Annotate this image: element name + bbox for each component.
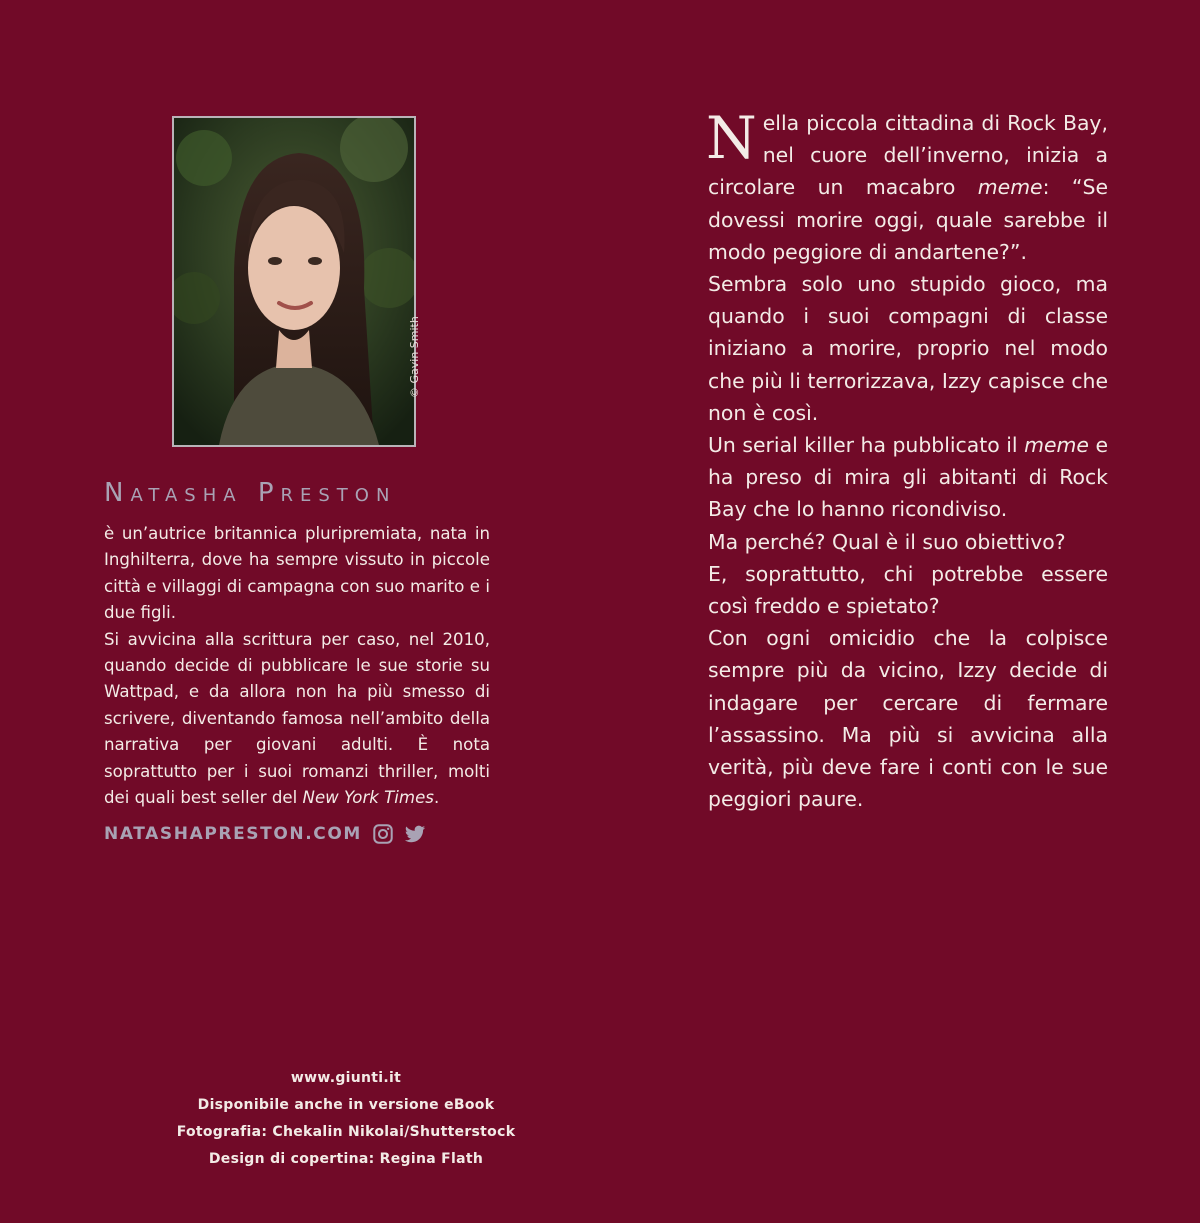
instagram-icon[interactable] [372, 823, 394, 845]
blurb-paragraph: Ma perché? Qual è il suo obiettivo? [708, 529, 1066, 554]
book-flaps: © Gavin Smith Natasha Preston è un’autrice britannica pluripremiata, nata in Inghilterra, dove ha sempre vissuto in piccole città e villaggi di campagna con suo marito e i due figli. Si avvicina alla scrittura per caso, nel 2010, quando decide di pubblicare le sue storie su Wattpad, e da allora non ha più smesso di scrivere, diventando famosa nell’ambito della narrativa per giovani adulti. È nota soprattutto per i suoi romanzi thriller, molti dei quali best seller del New York Times. NATASHAPRESTON.COM www.giunti.it Disponibile anche in versione eBook Fotografia: Chekalin Nikolai/Shutterstock Design di copertina: Regina Flath Nella piccola cittadina di Rock Bay, nel cuore dell’inverno, inizia a circolare un macabro meme: “Se dovessi morire oggi, quale sarebbe il modo peggiore di andartene?”. Sembra solo uno stupido gioco, ma quando i suoi compagni di classe iniziano a morire, proprio nel modo che più li terrorizzava, Izzy capisce che non è così. Un serial killer ha pubblicato il meme e ha preso di mira gli abitanti di Rock Bay che lo hanno ricondiviso. Ma perché? Qual è il suo obiettivo? E, soprattutto, chi potrebbe essere così freddo e spietato? Con ogni omicidio che la colpisce sempre più da vicino, Izzy decide di indagare per cercare di fermare l’assassino. Ma più si avvicina alla verità, più deve fare i conti con le sue peggiori paure. [0, 0, 1200, 1223]
blurb-paragraph: Sembra solo uno stupido gioco, ma quando i suoi compagni di classe iniziano a morire, proprio nel modo che più li terrorizzava, Izzy capisce che non è così. [708, 272, 1108, 425]
author-photo [172, 116, 416, 447]
author-links [104, 823, 426, 845]
blurb-paragraph: E, soprattutto, chi potrebbe essere così freddo e spietato? [708, 561, 1108, 619]
blurb-paragraph: Nella piccola cittadina di Rock Bay, nel cuore dell’inverno, inizia a circolare un macabro meme: “Se dovessi morire oggi, quale sarebbe il modo peggiore di andartene?”. [706, 104, 1108, 264]
cover-design-credit: Design di copertina: Regina Flath [208, 1151, 484, 1167]
blurb-paragraph: Un serial killer ha pubblicato il meme e ha preso di mira gli abitanti di Rock Bay che lo hanno ricondiviso. [708, 433, 1109, 522]
colophon [96, 1065, 596, 1173]
bio-paragraph: è un’autrice britannica pluripremiata, nata in Inghilterra, dove ha sempre vissuto in piccole città e villaggi di campagna con suo marito e i due figli. [104, 524, 490, 623]
author-portrait-illustration [174, 118, 414, 445]
twitter-icon[interactable] [404, 823, 426, 845]
ebook-availability: Disponibile anche in versione eBook [197, 1097, 495, 1113]
photo-credit-line: Fotografia: Chekalin Nikolai/Shutterstock [176, 1124, 516, 1140]
author-website-link[interactable]: NATASHAPRESTON.COM [104, 824, 362, 844]
author-bio [104, 521, 490, 811]
book-blurb [706, 104, 1109, 815]
bio-paragraph: Si avvicina alla scrittura per caso, nel 2010, quando decide di pubblicare le sue storie su Wattpad, e da allora non ha più smesso di scrivere, diventando famosa nell’ambito della narrativa per giovani adulti. È nota soprattutto per i suoi romanzi thriller, molti dei quali best seller del New York Times. [104, 629, 490, 808]
author-name: Natasha Preston [104, 478, 397, 508]
publisher-website: www.giunti.it [290, 1070, 402, 1086]
drop-cap: N [706, 104, 757, 172]
blurb-paragraph: Con ogni omicidio che la colpisce sempre più da vicino, Izzy decide di indagare per cercare di fermare l’assassino. Ma più si avvicina alla verità, più deve fare i conti con le sue peggiori paure. [708, 626, 1108, 812]
